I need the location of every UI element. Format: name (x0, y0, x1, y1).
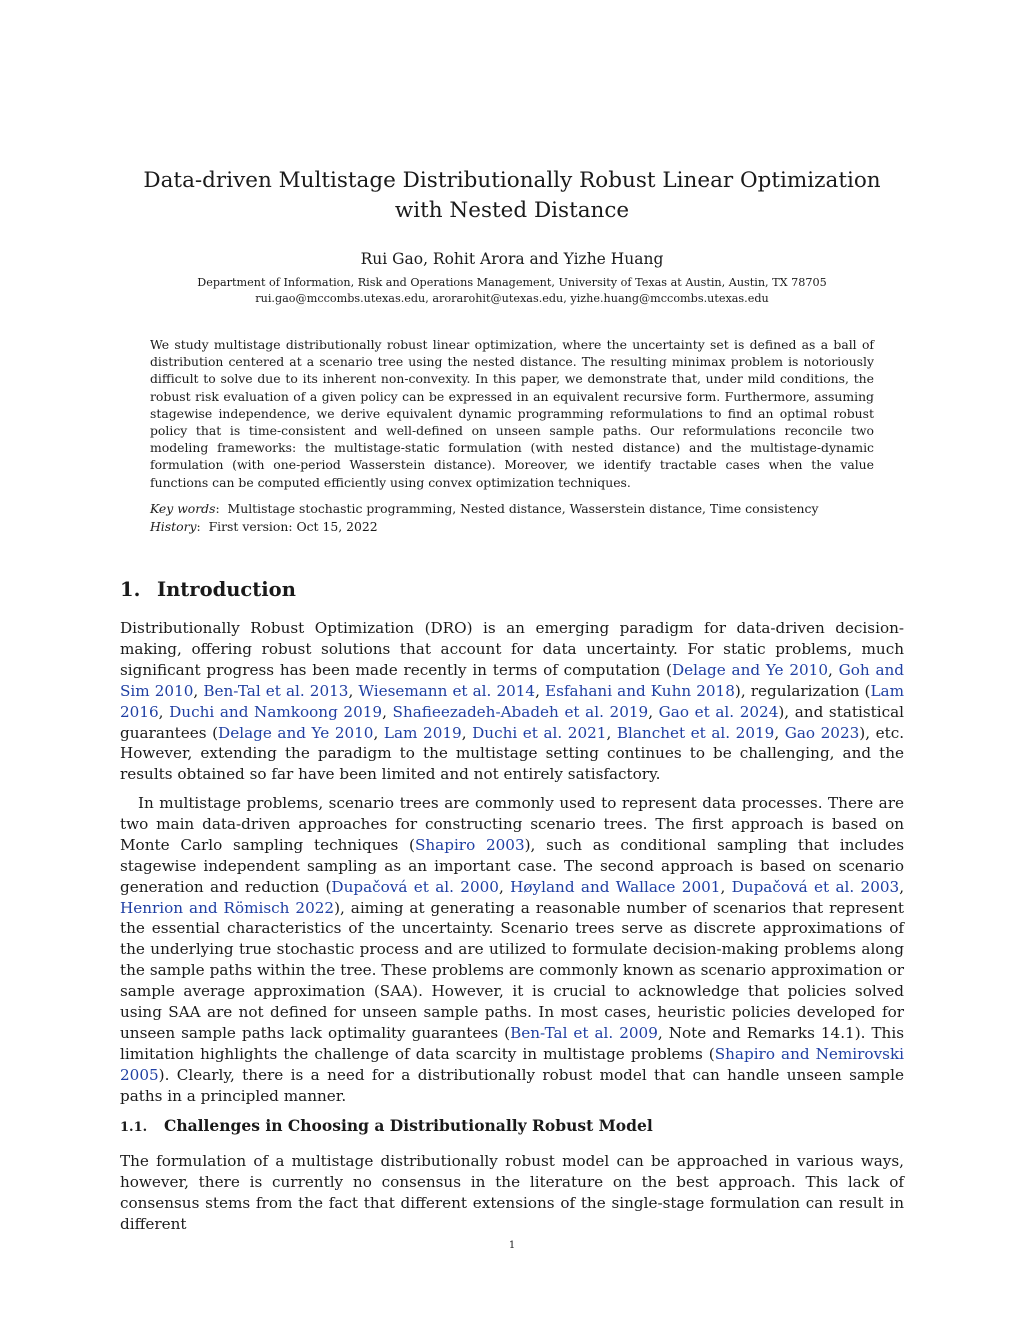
citation-link[interactable]: Blanchet et al. 2019 (616, 723, 775, 742)
paper-title: Data-driven Multistage Distributionally Robust Linear Optimization with Nested Distance (143, 168, 881, 223)
subsection-title: Challenges in Choosing a Distributionally Robust Model (164, 1116, 653, 1135)
section-number: 1. (120, 578, 141, 601)
citation-link[interactable]: Shafieezadeh-Abadeh et al. 2019 (392, 702, 649, 721)
citation-link[interactable]: Dupačová et al. 2000 (331, 877, 499, 896)
citation-link[interactable]: Henrion and Römisch 2022 (120, 898, 335, 917)
citation-link[interactable]: Wiesemann et al. 2014 (358, 681, 536, 700)
subsection-heading-challenges (120, 1116, 653, 1135)
citation-link[interactable]: Shapiro and Nemirovski 2005 (120, 1044, 905, 1084)
history: First version: Oct 15, 2022 (208, 518, 378, 534)
affiliation-block (120, 275, 904, 307)
citation-link[interactable]: Gao et al. 2024 (658, 702, 779, 721)
history-line: History: First version: Oct 15, 2022 (150, 518, 378, 534)
citation-link[interactable]: Gao 2023 (784, 723, 860, 742)
authors: Rui Gao, Rohit Arora and Yizhe Huang (360, 250, 664, 268)
affiliation: Department of Information, Risk and Operations Management, University of Texas at Austin, Austin, TX 78705 (197, 276, 827, 289)
paragraph-2: In multistage problems, scenario trees are commonly used to represent data processes. There are two main data-driven approaches for constructing scenario trees. The first approach is based on Monte Carlo sampling techniques (Shapiro 2003), such as conditional sampling that includes stagewise independent sampling as an important case. The second approach is based on scenario generation and reduction (Dupačová et al. 2000, Høyland and Wallace 2001, Dupačová et al. 2003, Henrion and Römisch 2022), aiming at generating a reasonable number of scenarios that represent the essential characteristics of the uncertainty. Scenario trees serve as discrete approximations of the underlying true stochastic process and are utilized to formulate decision-making problems along the sample paths within the tree. These problems are commonly known as scenario approximation or sample average approximation (SAA). However, it is crucial to acknowledge that policies solved using SAA are not defined for unseen sample paths. In most cases, heuristic policies developed for unseen sample paths lack optimality guarantees (Ben-Tal et al. 2009, Note and Remarks 14.1). This limitation highlights the challenge of data scarcity in multistage problems (Shapiro and Nemirovski 2005). Clearly, there is a need for a distributionally robust model that can handle unseen sample paths in a principled manner. (120, 794, 905, 1105)
section-heading-introduction (120, 578, 296, 601)
citation-link[interactable]: Esfahani and Kuhn 2018 (545, 681, 735, 700)
citation-link[interactable]: Lam 2016 (120, 681, 905, 721)
citation-link[interactable]: Høyland and Wallace 2001 (510, 877, 721, 896)
citation-link[interactable]: Dupačová et al. 2003 (731, 877, 900, 896)
subsection-number: 1.1. (120, 1120, 148, 1135)
emails: rui.gao@mccombs.utexas.edu, arorarohit@utexas.edu, yizhe.huang@mccombs.utexas.edu (255, 292, 769, 305)
citation-link[interactable]: Delage and Ye 2010 (218, 723, 374, 742)
abstract: We study multistage distributionally robust linear optimization, where the uncertainty set is defined as a ball of distribution centered at a scenario tree using the nested distance. The resulting minimax problem is notoriously difficult to solve due to its inherent non-convexity. In this paper, we demonstrate that, under mild conditions, the robust risk evaluation of a given policy can be expressed in an equivalent recursive form. Furthermore, assuming stagewise independence, we derive equivalent dynamic programming reformulations to find an optimal robust policy that is time-consistent and well-defined on unseen sample paths. Our reformulations reconcile two modeling frameworks: the multistage-static formulation (with nested distance) and the multistage-dynamic formulation (with one-period Wasserstein distance). Moreover, we identify tractable cases when the value functions can be computed efficiently using convex optimization techniques. (150, 337, 874, 490)
citation-link[interactable]: Duchi et al. 2021 (472, 723, 607, 742)
page-number: 1 (508, 1240, 516, 1251)
citation-link[interactable]: Shapiro 2003 (414, 835, 525, 854)
paragraph-3: The formulation of a multistage distributionally robust model can be approached in various ways, however, there is currently no consensus in the literature on the best approach. This lack of consensus stems from the fact that different extensions of the single-stage formulation can result in different (120, 1152, 904, 1233)
keywords-line: Key words: Multistage stochastic programming, Nested distance, Wasserstein distance, Time consistency (150, 501, 819, 516)
citation-link[interactable]: Ben-Tal et al. 2013 (203, 681, 349, 700)
section-title: Introduction (157, 578, 296, 601)
citation-link[interactable]: Lam 2019 (383, 723, 462, 742)
keywords: Multistage stochastic programming, Nested distance, Wasserstein distance, Time consistency (227, 501, 819, 516)
citation-link[interactable]: Ben-Tal et al. 2009 (510, 1023, 658, 1042)
history-label: History (150, 518, 197, 534)
citation-link[interactable]: Goh and Sim 2010 (120, 660, 905, 700)
keywords-label: Key words (150, 501, 216, 516)
citation-link[interactable]: Delage and Ye 2010 (671, 660, 828, 679)
paragraph-1: Distributionally Robust Optimization (DRO) is an emerging paradigm for data-driven decision-making, offering robust solutions that account for data uncertainty. For static problems, much significant progress has been made recently in terms of computation (Delage and Ye 2010, Goh and Sim 2010, Ben-Tal et al. 2013, Wiesemann et al. 2014, Esfahani and Kuhn 2018), regularization (Lam 2016, Duchi and Namkoong 2019, Shafieezadeh-Abadeh et al. 2019, Gao et al. 2024), and statistical guarantees (Delage and Ye 2010, Lam 2019, Duchi et al. 2021, Blanchet et al. 2019, Gao 2023), etc. However, extending the paradigm to the multistage setting continues to be challenging, and the results obtained so far have been limited and not entirely satisfactory. (120, 619, 905, 784)
meta-block (150, 500, 874, 535)
citation-link[interactable]: Duchi and Namkoong 2019 (169, 702, 383, 721)
